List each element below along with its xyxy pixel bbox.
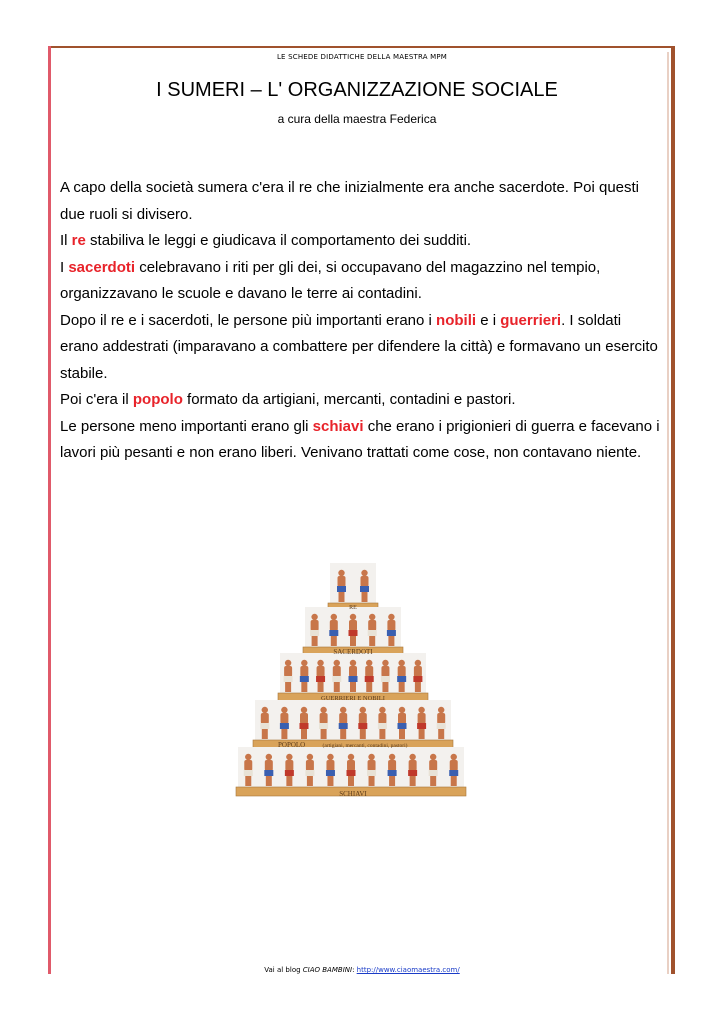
footer-prefix: Vai al blog bbox=[264, 966, 303, 974]
label-sacerdoti: SACERDOTI bbox=[333, 648, 373, 656]
text-run: formato da artigiani, mercanti, contadini e pastori. bbox=[182, 391, 516, 408]
paragraph-sacerdoti bbox=[60, 255, 660, 308]
highlight-guerrieri: guerrieri bbox=[500, 311, 562, 329]
label-guerrieri-nobili: GUERRIERI E NOBILI bbox=[321, 695, 385, 702]
paragraph-schiavi bbox=[60, 414, 660, 467]
footer-separator: : bbox=[352, 966, 357, 974]
social-pyramid-illustration bbox=[235, 555, 485, 805]
text-run: . I soldati erano addestrati (imparavano a combattere per difendere la città) e formavano un esercito stabile. bbox=[60, 311, 658, 382]
page-title: I SUMERI – L' ORGANIZZAZIONE SOCIALE bbox=[156, 79, 558, 101]
text-run: Il bbox=[60, 232, 72, 249]
tier-re-backdrop bbox=[330, 563, 376, 603]
header-note: LE SCHEDE DIDATTICHE DELLA MAESTRA MPM bbox=[276, 53, 448, 61]
label-popolo: POPOLO bbox=[278, 741, 306, 749]
text-run: celebravano i riti per gli dei, si occupavano del magazzino nel tempio, organizzavano le scuole e davano le terre ai contadini. bbox=[60, 258, 601, 302]
text-run: Le persone meno importanti erano gli bbox=[60, 417, 313, 435]
text-run: e i bbox=[476, 311, 501, 329]
highlight-re: re bbox=[71, 232, 86, 249]
paragraph-re bbox=[60, 228, 660, 255]
footer-blog-name: CIAO BAMBINI bbox=[302, 966, 353, 974]
highlight-popolo: popolo bbox=[132, 391, 183, 408]
label-schiavi: SCHIAVI bbox=[339, 790, 367, 798]
highlight-sacerdoti: sacerdoti bbox=[68, 258, 136, 276]
page-subtitle: a cura della maestra Federica bbox=[277, 112, 437, 126]
frame-top-border bbox=[49, 46, 675, 48]
paragraph-popolo bbox=[60, 387, 660, 414]
highlight-schiavi: schiavi bbox=[312, 417, 364, 435]
text-run: I bbox=[60, 258, 69, 276]
body-text bbox=[60, 175, 660, 467]
text-run: che erano i prigionieri di guerra e facevano i lavori più pesanti e non erano liberi. Venivano trattati come cose, non contavano niente. bbox=[60, 417, 660, 461]
text-run: stabiliva le leggi e giudicava il comportamento dei sudditi. bbox=[85, 232, 472, 249]
highlight-nobili: nobili bbox=[436, 311, 477, 329]
paragraph-intro: A capo della società sumera c'era il re che inizialmente era anche sacerdote. Poi questi due ruoli si divisero. bbox=[60, 179, 640, 223]
label-popolo-detail: (artigiani, mercanti, contadini, pastori) bbox=[322, 743, 408, 749]
frame-left-border bbox=[48, 46, 51, 974]
paragraph-nobili-guerrieri bbox=[60, 308, 660, 388]
text-run: Poi c'era il bbox=[60, 391, 133, 408]
frame-right-border bbox=[671, 46, 675, 974]
label-re: RE bbox=[349, 605, 357, 611]
frame-right-shadow bbox=[667, 52, 669, 974]
footer-link[interactable]: http://www.ciaomaestra.com/ bbox=[356, 966, 460, 974]
footer bbox=[0, 966, 724, 974]
text-run: Dopo il re e i sacerdoti, le persone più importanti erano i bbox=[60, 311, 437, 329]
